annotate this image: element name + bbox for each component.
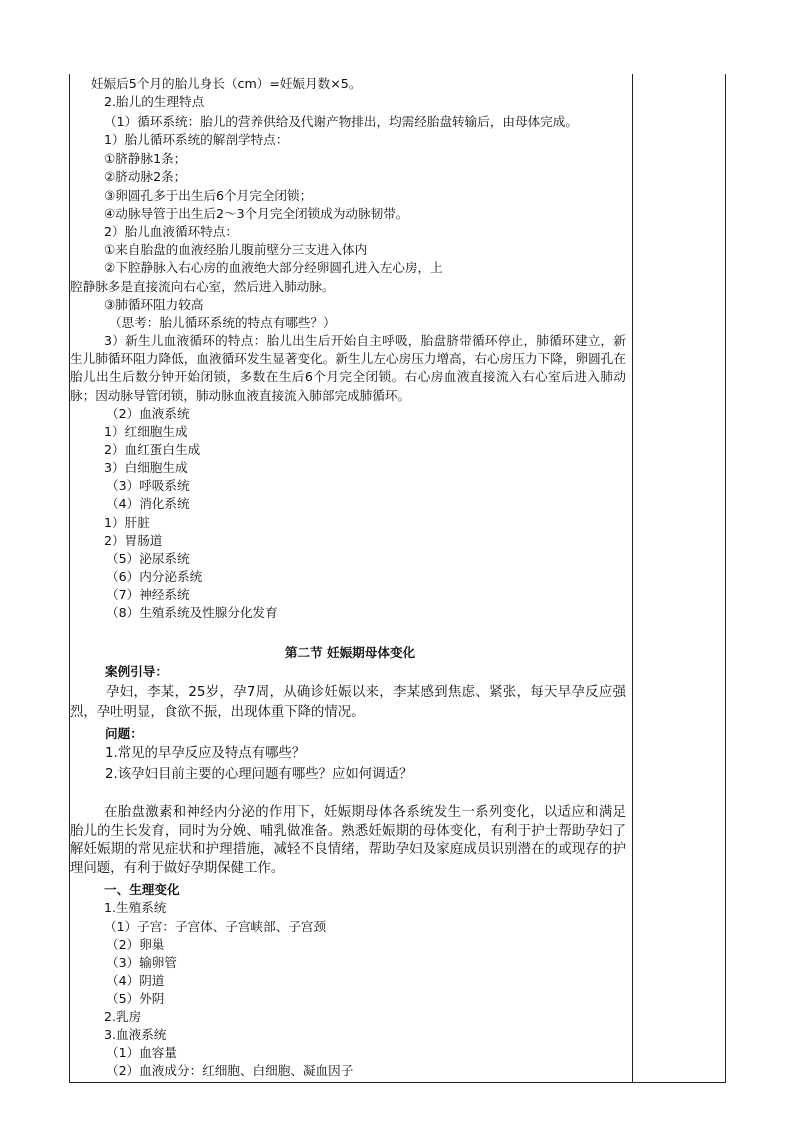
column-divider [632, 74, 633, 1082]
list-item: （2）血液成分：红细胞、白细胞、凝血因子 [106, 1063, 354, 1078]
list-item: （4）消化系统 [106, 496, 190, 511]
fetal-length-formula: 妊娠后5个月的胎儿身长（cm）=妊娠月数×5。 [91, 76, 362, 91]
list-item: （7）神经系统 [106, 587, 190, 602]
blood-circulation-heading: 2）胎儿血液循环特点： [104, 224, 238, 239]
list-item: （1）血容量 [106, 1045, 177, 1060]
list-item: 3.血液系统 [104, 1027, 167, 1042]
list-item: 1）红细胞生成 [104, 424, 188, 439]
anatomy-features-heading: 1）胎儿循环系统的解剖学特点： [104, 132, 289, 147]
list-item: （8）生殖系统及性腺分化发育 [106, 605, 278, 620]
list-item: ①来自胎盘的血液经胎儿腹前壁分三支进入体内 [104, 242, 368, 257]
list-item: （2）卵巢 [106, 937, 165, 952]
list-item: （4）阴道 [106, 973, 165, 988]
list-item: ②脐动脉2条； [104, 169, 187, 184]
list-item: ②下腔静脉入右心房的血液绝大部分经卵圆孔进入左心房，上 [104, 260, 443, 275]
list-item: ③肺循环阻力较高 [104, 297, 204, 312]
case-label: 案例引导： [105, 664, 168, 679]
list-item: （5）泌尿系统 [106, 551, 190, 566]
maternal-changes-intro: 在胎盘激素和神经内分泌的作用下，妊娠期母体各系统发生一系列变化，以适应和满足胎儿的生长发育，同时为分娩、哺乳做准备。熟悉妊娠期的母体变化，有利于护士帮助孕妇了解妊娠期的常见症状和护理措施，减轻不良情绪，帮助孕妇及家庭成员识别潜在的或现存的护理问题，有利于做好孕期保健工作。 [70, 805, 626, 876]
fetal-physiology-heading: 2.胎儿的生理特点 [104, 94, 205, 109]
physiological-changes-heading: 一、生理变化 [104, 882, 180, 897]
list-item: 1.生殖系统 [104, 900, 167, 915]
question-2: 2.该孕妇目前主要的心理问题有哪些？应如何调适？ [105, 767, 413, 782]
list-item: 2.乳房 [104, 1009, 142, 1024]
case-text: 孕妇，李某，25岁，孕7周，从确诊妊娠以来，李某感到焦虑、紧张，每天早孕反应强烈，孕吐明显，食欲不振，出现体重下降的情况。 [70, 685, 626, 720]
list-item: （6）内分泌系统 [106, 569, 203, 584]
list-item: （5）外阴 [106, 991, 165, 1006]
list-item: （1）子宫：子宫体、子宫峡部、子宫颈 [104, 919, 327, 934]
list-item-continued: 腔静脉多是直接流向右心室，然后进入肺动脉。 [70, 279, 335, 294]
question-label: 问题： [105, 726, 143, 741]
list-item: （3）呼吸系统 [106, 478, 190, 493]
list-item: 2）血红蛋白生成 [104, 442, 201, 457]
section-title: 第二节 妊娠期母体变化 [284, 645, 416, 660]
list-item: 3）白细胞生成 [104, 460, 188, 475]
thinking-question: （思考：胎儿循环系统的特点有哪些？） [109, 315, 336, 330]
list-item: ③卵圆孔多于出生后6个月完全闭锁； [104, 188, 313, 203]
list-item: 2）胃肠道 [104, 533, 163, 548]
list-item: （3）输卵管 [106, 955, 177, 970]
question-1: 1.常见的早孕反应及特点有哪些？ [105, 746, 306, 761]
list-item: （2）血液系统 [106, 406, 190, 421]
list-item: ④动脉导管于出生后2～3个月完全闭锁成为动脉韧带。 [104, 206, 409, 221]
newborn-circulation-paragraph: 3）新生儿血液循环的特点：胎儿出生后开始自主呼吸，胎盘脐带循环停止，肺循环建立，新生儿肺循环阻力降低，血液循环发生显著变化。新生儿左心房压力增高，右心房压力下降，卵圆孔在胎儿出生后数分钟开始闭锁，多数在生后6个月完全闭锁。右心房血液直接流入右心室后进入肺动脉；因动脉导管闭锁，肺动脉血液直接流入肺部完成肺循环。 [70, 333, 626, 403]
list-item: ①脐静脉1条； [104, 151, 187, 166]
circulatory-system-line: （1）循环系统：胎儿的营养供给及代谢产物排出，均需经胎盘转输后，由母体完成。 [104, 114, 578, 129]
list-item: 1）肝脏 [104, 515, 150, 530]
